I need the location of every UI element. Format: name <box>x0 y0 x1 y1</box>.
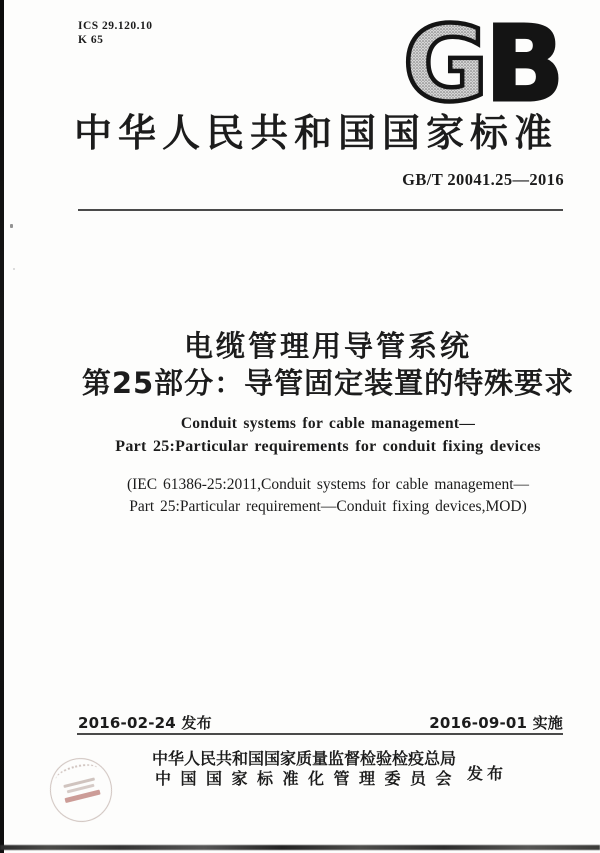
ics-classification <box>78 20 153 47</box>
title-en-line2: Part 25:Particular requirements for conduit fixing devices <box>115 438 541 455</box>
watermark-stamp <box>43 751 119 828</box>
iec-adoption-note-line1: (IEC 61386-25:2011,Conduit systems for cable management— <box>126 476 530 493</box>
scan-speck <box>10 224 13 228</box>
issuer-line2: 中国国家标准化管理委员会 <box>155 771 462 788</box>
iec-adoption-note-line2: Part 25:Particular requirement—Conduit fixing devices,MOD) <box>129 498 527 515</box>
issue-date: 2016-02-24 发布 <box>78 714 212 732</box>
national-standard-heading: 中华人民共和国国家标准 <box>74 113 559 155</box>
gb-logo-letter-b: B <box>485 16 565 112</box>
issuer-line1: 中华人民共和国国家质量监督检验检疫总局 <box>151 751 456 768</box>
title-cn-line1: 电缆管理用导管系统 <box>183 329 472 363</box>
implementation-date: 2016-09-01 实施 <box>429 714 563 732</box>
publish-label: 发 布 <box>467 766 504 783</box>
gb-logo-letter-g: G <box>403 16 489 112</box>
gb-logo <box>401 16 587 112</box>
header-divider-rule <box>78 209 563 211</box>
footer-divider-rule <box>77 733 563 735</box>
standard-number: GB/T 20041.25—2016 <box>402 170 564 189</box>
title-en-line1: Conduit systems for cable management— <box>180 415 476 432</box>
ics-code: ICS 29.120.10 <box>78 20 153 32</box>
issuing-bodies <box>150 750 462 790</box>
scan-edge-left <box>0 0 4 853</box>
scan-edge-bottom <box>0 845 600 850</box>
title-cn-line2: 第25部分：导管固定装置的特殊要求 <box>81 366 575 400</box>
scan-speck <box>13 268 15 270</box>
doc-class-code: K 65 <box>78 33 104 46</box>
